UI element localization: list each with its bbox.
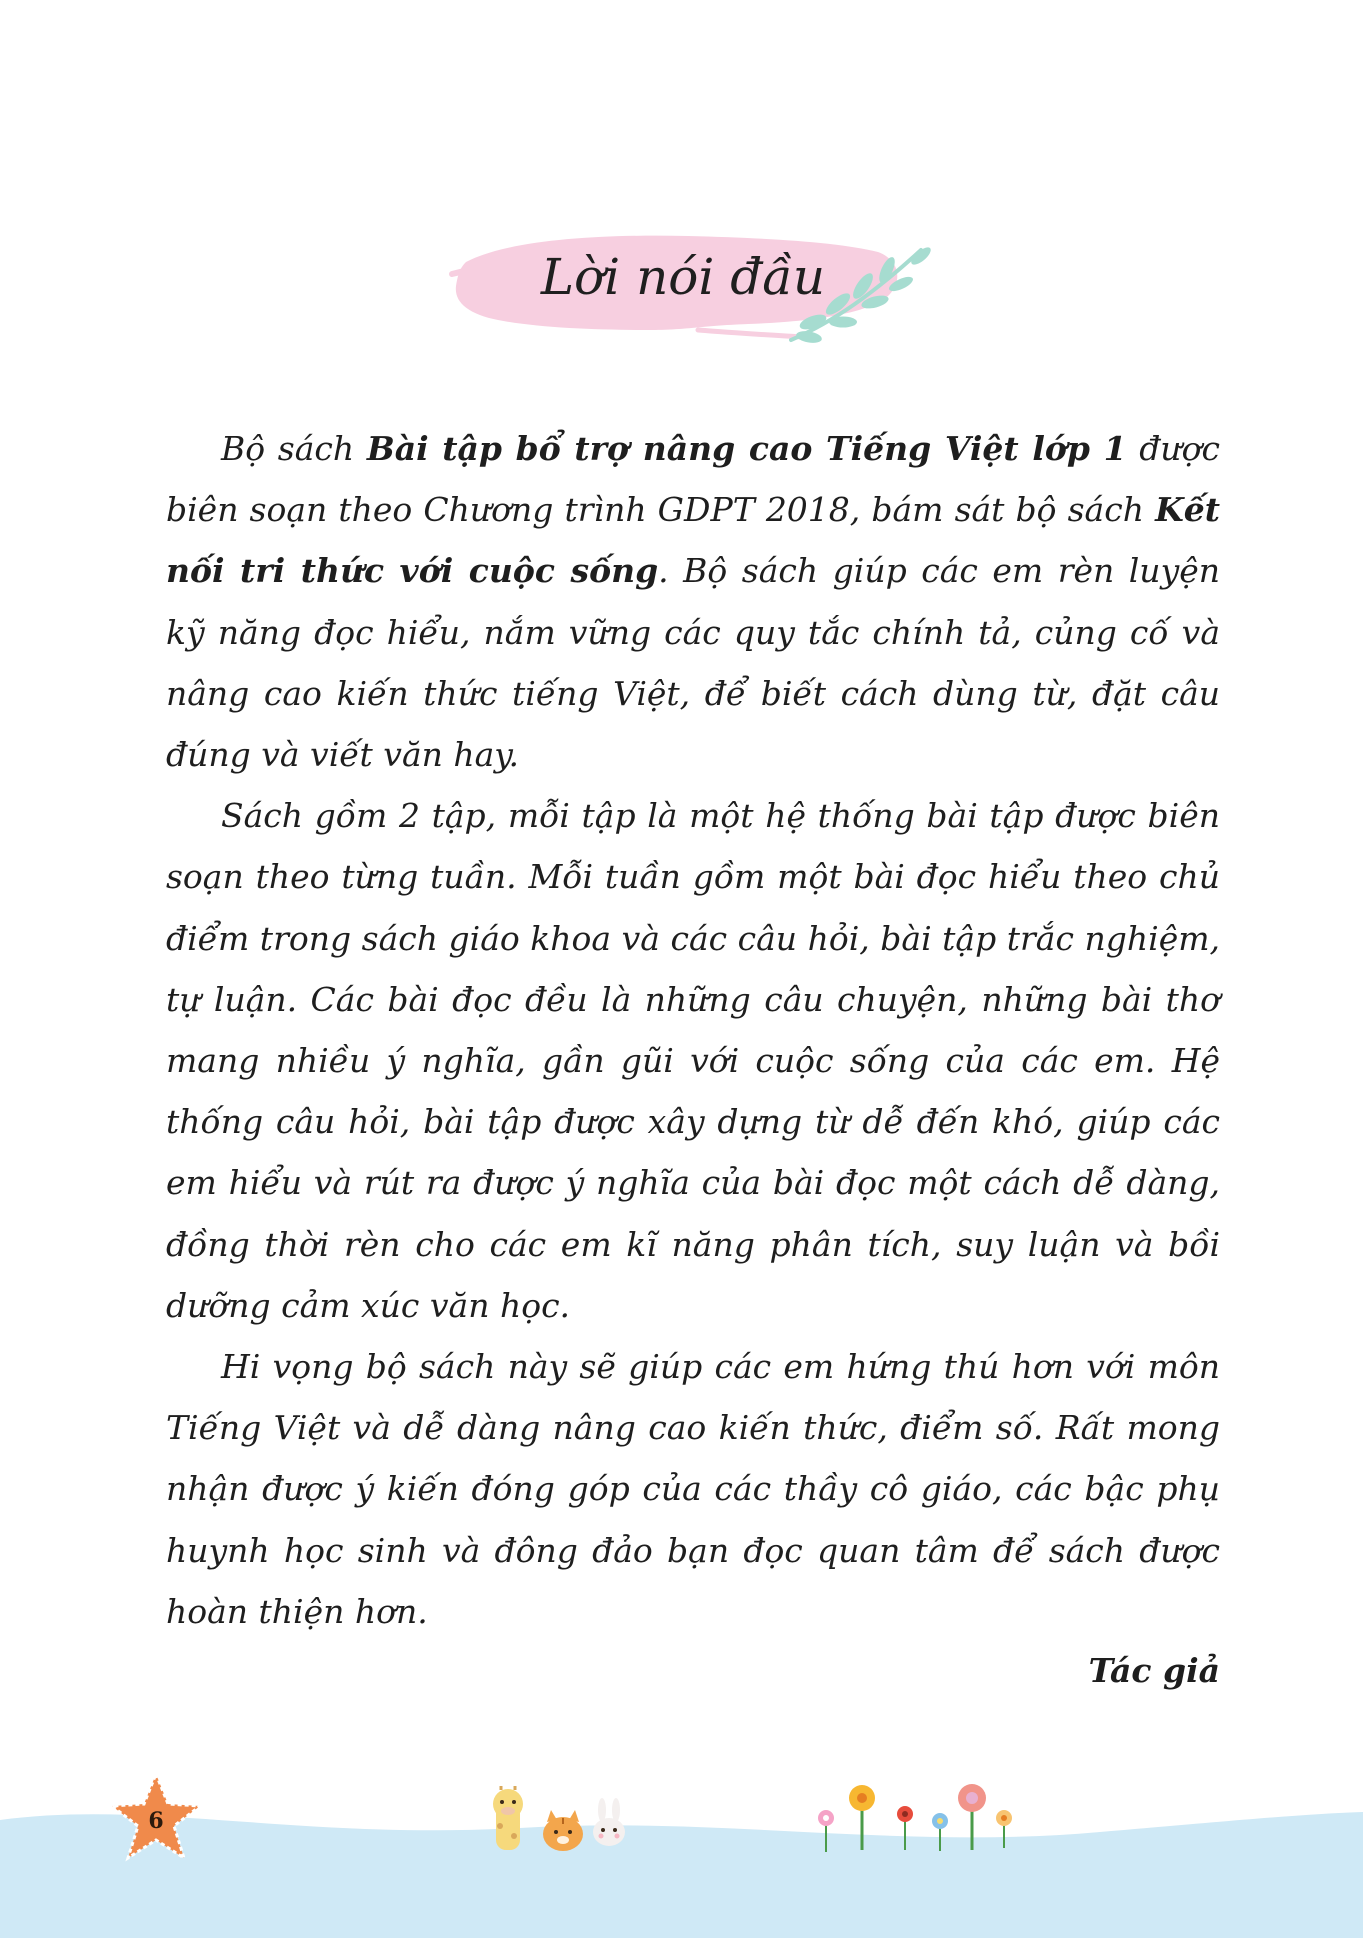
tiger-cub-icon xyxy=(543,1810,583,1851)
preface-body xyxy=(166,418,1220,1700)
paragraph-1-part-a: Bộ sách xyxy=(221,429,367,468)
paragraph-1 xyxy=(166,418,1220,785)
page-title: Lời nói đầu xyxy=(540,248,826,306)
paragraph-1-part-e: . Bộ sách giúp các em rèn luyện kỹ năng đọc hiểu, nắm vững các quy tắc chính tả, củng cố và nâng cao kiến thức tiếng Việt, để biết cách dùng từ, đặt câu đúng và viết văn hay. xyxy=(166,551,1220,775)
bottom-decoration xyxy=(0,1770,1363,1938)
rabbit-icon xyxy=(593,1798,625,1846)
giraffe-icon xyxy=(493,1786,523,1850)
series-title-bold: Kết nối tri thức với cuộc sống xyxy=(166,490,1220,591)
book-title-bold: Bài tập bổ trợ nâng cao Tiếng Việt lớp 1 xyxy=(366,429,1127,468)
author-signature: Tác giả xyxy=(1088,1651,1220,1691)
title-banner xyxy=(448,222,948,352)
water-wave-shape xyxy=(0,1812,1363,1938)
paragraph-1-part-c: được biên soạn theo Chương trình GDPT 2018, bám sát bộ sách xyxy=(166,429,1220,530)
paragraph-2: Sách gồm 2 tập, mỗi tập là một hệ thống bài tập được biên soạn theo từng tuần. Mỗi tuần gồm một bài đọc hiểu theo chủ điểm trong sách giáo khoa và các câu hỏi, bài tập trắc nghiệm, tự luận. Các bài đọc đều là những câu chuyện, những bài thơ mang nhiều ý nghĩa, gần gũi với cuộc sống của các em. Hệ thống câu hỏi, bài tập được xây dựng từ dễ đến khó, giúp các em hiểu và rút ra được ý nghĩa của bài đọc một cách dễ dàng, đồng thời rèn cho các em kĩ năng phân tích, suy luận và bồi dưỡng cảm xúc văn học. xyxy=(166,796,1220,1325)
page-number: 6 xyxy=(148,1808,164,1834)
paragraph-3: Hi vọng bộ sách này sẽ giúp các em hứng thú hơn với môn Tiếng Việt và dễ dàng nâng cao kiến thức, điểm số. Rất mong nhận được ý kiến đóng góp của các thầy cô giáo, các bậc phụ huynh học sinh và đông đảo bạn đọc quan tâm để sách được hoàn thiện hơn. xyxy=(166,1347,1220,1631)
leaf-branch-icon xyxy=(783,242,943,352)
